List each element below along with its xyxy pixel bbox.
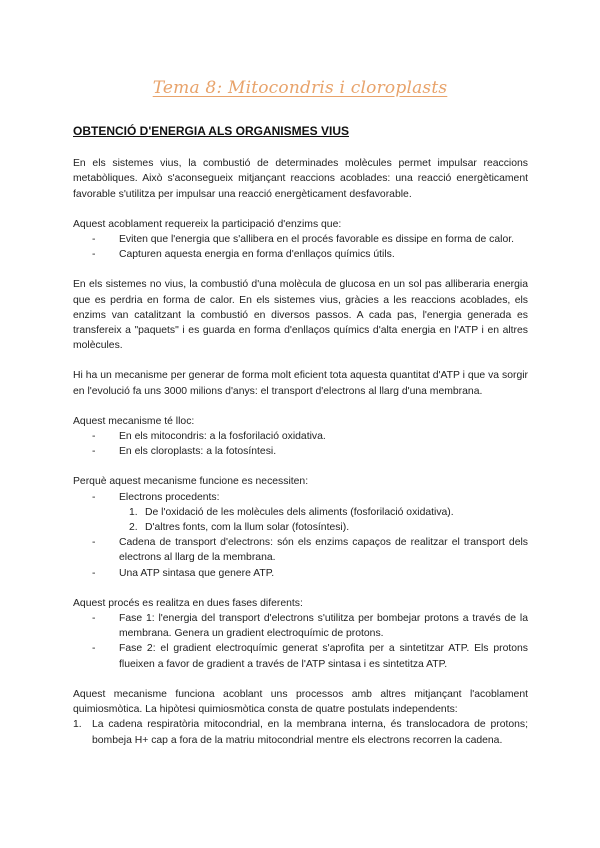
list-item: - Una ATP sintasa que genere ATP. [73, 566, 528, 581]
postulates-list [73, 717, 528, 747]
section-heading: OBTENCIÓ D'ENERGIA ALS ORGANISMES VIUS [73, 124, 349, 138]
document-body [73, 124, 528, 748]
item-text: De l'oxidació de les molècules dels aliments (fosforilació oxidativa). [145, 506, 454, 518]
item-number: 1. [129, 506, 138, 518]
paragraph-requirements: Perquè aquest mecanisme funcione es necessiten: [73, 476, 309, 488]
electron-source-list [73, 505, 528, 535]
item-number: 1. [73, 719, 82, 731]
paragraph-living-systems: En els sistemes no vius, la combustió d'una molècula de glucosa en un sol pas alliberaria energia que es perdria en forma de calor. En els sistemes vius, gràcies a les reaccions acoblades, els enzims van catalitzant la combustió en diversos passos. A cada pas, l'energia generada es transfereix a "paquets" i es guarda en forma d'enllaços químics d'alta energia en l'ATP i en altres molècules. [73, 279, 528, 352]
paragraph-intro: En els sistemes vius, la combustió de determinades molècules permet impulsar reaccions metabòliques. Això s'aconsegueix mitjançant reaccions acoblades: una reacció energèticament favorable s'utilitza per impulsar una reacció energèticament desfavorable. [73, 158, 528, 200]
item-text: D'altres fonts, com la llum solar (fotosíntesi). [145, 522, 350, 534]
list-item: - En els mitocondris: a la fosforilació oxidativa. [73, 429, 528, 444]
location-list [73, 429, 528, 459]
requirements-list [73, 490, 528, 505]
page-title: Tema 8: Mitocondris i cloroplasts [152, 78, 448, 98]
list-item: - Fase 1: l'energia del transport d'electrons s'utilitza per bombejar protons a través de la membrana. Genera un gradient electroquímic de protons. [73, 611, 528, 641]
list-item: - Cadena de transport d'electrons: són els enzims capaços de realitzar el transport dels electrons al llarg de la membrana. [73, 535, 528, 565]
paragraph-location: Aquest mecanisme té lloc: [73, 415, 195, 427]
paragraph-mechanism: Hi ha un mecanisme per generar de forma molt eficient tota aquesta quantitat d'ATP i que va sorgir en l'evolució fa uns 3000 milions d'anys: el transport d'electrons al llarg d'una membrana. [73, 370, 528, 397]
list-item: - En els cloroplasts: a la fotosíntesi. [73, 444, 528, 459]
enzyme-list [73, 232, 528, 262]
list-item: - Capturen aquesta energia en forma d'enllaços químics útils. [73, 247, 528, 262]
list-item: - Fase 2: el gradient electroquímic generat s'aprofita per a sintetitzar ATP. Els protons flueixen a favor de gradient a través de l'ATP sintasa i es sintetitza ATP. [73, 641, 528, 671]
numbered-item [73, 520, 528, 535]
list-item [73, 490, 528, 505]
list-item: - Eviten que l'energia que s'allibera en el procés favorable es dissipe en forma de calor. [73, 232, 528, 247]
item-number: 2. [129, 522, 138, 534]
paragraph-coupling: Aquest acoblament requereix la participació d'enzims que: [73, 218, 342, 230]
list-item-text: Electrons procedents: [119, 491, 220, 503]
phases-list [73, 611, 528, 672]
requirements-list-continued [73, 535, 528, 581]
paragraph-phases: Aquest procés es realitza en dues fases diferents: [73, 597, 303, 609]
numbered-item [73, 505, 528, 520]
paragraph-chemiosmotic: Aquest mecanisme funciona acoblant uns processos amb altres mitjançant l'acoblament quimiosmòtica. La hipòtesi quimiosmòtica consta de quatre postulats independents: [73, 688, 528, 716]
numbered-item [73, 717, 528, 747]
item-text: La cadena respiratòria mitocondrial, en la membrana interna, és translocadora de protons; bombeja H+ cap a fora de la matriu mitocondrial mentre els electrons recorren la cadena. [92, 719, 528, 746]
